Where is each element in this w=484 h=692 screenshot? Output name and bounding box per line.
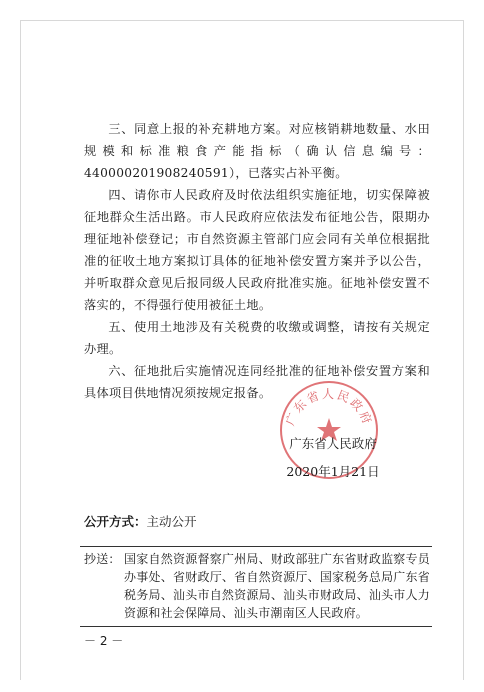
page-edge-left: [20, 20, 21, 680]
disclosure-label: 公开方式：: [84, 514, 147, 529]
body-text: [84, 118, 430, 404]
signature-org: 广东省人民政府: [289, 436, 377, 451]
page-number: － 2 －: [84, 634, 124, 648]
paragraph-6: 六、征地批后实施情况连同经批准的征地补偿安置方案和具体项目供地情况须按规定报备。: [84, 364, 430, 400]
seal-text: 广东省人民政府: [282, 387, 376, 428]
paragraph-3: 三、同意上报的补充耕地方案。对应核销耕地数量、水田规模和标准粮食产能指标（确认信息编号：440000201908240591），已落实占补平衡。: [84, 122, 430, 180]
signature-block: [268, 430, 398, 486]
disclosure-value: 主动公开: [146, 514, 197, 529]
cc-block: [84, 550, 430, 622]
cc-label: 抄送：: [84, 552, 121, 566]
disclosure-line: [84, 512, 197, 530]
cc-divider-bottom: [80, 626, 432, 627]
cc-text: 国家自然资源督察广州局、财政部驻广东省财政监察专员办事处、省财政厅、省自然资源厅、国家税务总局广东省税务局、汕头市自然资源局、汕头市财政局、汕头市人力资源和社会保障局、汕头市潮南区人民政府。: [124, 552, 430, 620]
cc-divider-top: [80, 546, 432, 547]
paragraph-4: 四、请你市人民政府及时依法组织实施征地，切实保障被征地群众生活出路。市人民政府应依法发布征地公告，限期办理征地补偿登记；市自然资源主管部门应会同有关单位根据批准的征收土地方案拟订具体的征地补偿安置方案并予以公告，并听取群众意见后报同级人民政府批准实施。征地补偿安置不落实的，不得强行使用被征土地。: [84, 188, 430, 312]
paragraph-5: 五、使用土地涉及有关税费的收缴或调整，请按有关规定办理。: [84, 320, 430, 356]
page-edge-top: [20, 20, 464, 21]
page-edge-right: [463, 20, 464, 680]
signature-date: 2020年1月21日: [286, 464, 380, 479]
